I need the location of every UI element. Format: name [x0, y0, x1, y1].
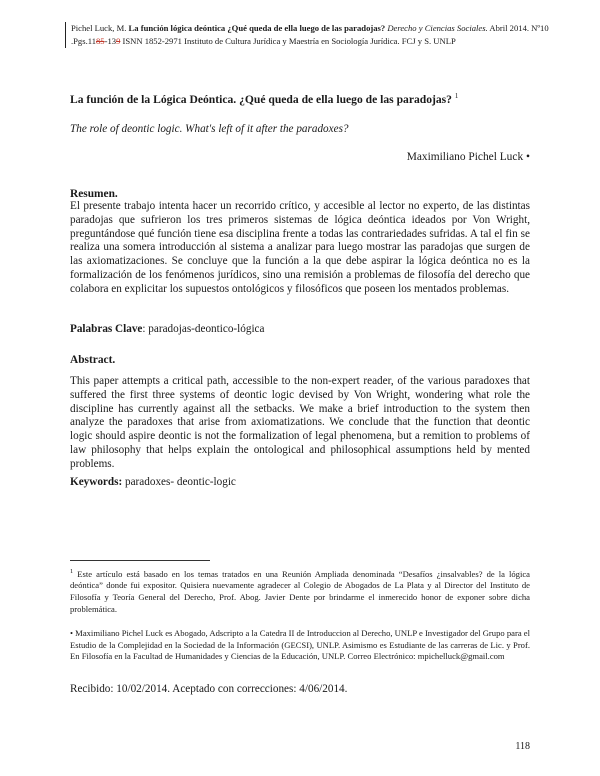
footnote-2-text: Maximiliano Pichel Luck es Abogado, Adscripto a la Catedra II de Introduccion al Derecho, UNLP e Investigador del Grupo para el Estudio de la Complejidad en la Sociedad de la Información (GECSI), UNLP. Asimismo es Estudiante de las carreras de Lic. y Prof. En Filosofía en la Facultad de Humanidades y Ciencias de la Educación, UNLP. Correo Electrónico: mpichelluck@gmail.com [70, 628, 530, 662]
header-issue: Abril 2014. Nº10 .Pgs.11 [71, 23, 549, 46]
footnote-2 [70, 628, 530, 663]
keywords-value: paradoxes- deontic-logic [122, 476, 236, 488]
header-journal: Derecho y Ciencias Sociales. [385, 23, 488, 33]
header-author: Pichel Luck, M. [71, 23, 129, 33]
palabras-clave-value: : paradojas-deontico-lógica [142, 323, 265, 335]
author-name: Maximiliano Pichel Luck [406, 151, 524, 163]
citation-header [65, 22, 549, 48]
page-number: 118 [515, 741, 530, 752]
footnote-1-mark: 1 [70, 568, 74, 575]
header-article-title: La función lógica deóntica ¿Qué queda de ella luego de las paradojas? [128, 23, 386, 33]
palabras-clave [70, 323, 265, 335]
author-line [407, 151, 530, 163]
palabras-clave-label: Palabras Clave [70, 323, 143, 335]
resumen-body: El presente trabajo intenta hacer un recorrido crítico, y accesible al lector no experto, de las distintas paradojas que sufrieron los tres primeros sistemas de lógica deóntica ideados por Von Wright, preguntándose qué función tiene esa disciplina frente a todas las contrariedades sufridas. A tal el fin se realiza una somera introducción al sistema a analizar para luego mostrar las paradojas que surgen de las axiomatizaciones. Se concluye que la función a la que debe aspirar la lógica deóntica no es la formalización de los fenómenos jurídicos, sino una remisión a problemas de filosofía del derecho que colabora en explicitar los supuestos ontológicos y filosóficos que poseen los mentados problemas. [70, 200, 530, 295]
article-title-text: La función de la Lógica Deóntica. ¿Qué queda de ella luego de las paradojas? [70, 92, 452, 106]
header-strike-a: 85 [96, 36, 105, 46]
footnote-2-mark: • [70, 628, 74, 638]
keywords-label: Keywords: [70, 476, 123, 488]
article-title [70, 92, 540, 106]
article-subtitle: The role of deontic logic. What's left of it after the paradoxes? [70, 123, 349, 135]
author-footnote-ref[interactable]: • [526, 151, 530, 163]
header-institution: ISNN 1852-2971 Instituto de Cultura Jurídica y Maestría en Sociología Jurídica. FCJ y S. UNLP [120, 36, 456, 46]
abstract-heading: Abstract. [70, 354, 116, 366]
received-dates: Recibido: 10/02/2014. Aceptado con correcciones: 4/06/2014. [70, 683, 348, 695]
resumen-heading: Resumen. [70, 188, 118, 200]
header-pages: -13 [104, 36, 117, 46]
footnote-1 [70, 566, 530, 615]
title-footnote-ref[interactable]: 1 [454, 92, 459, 100]
abstract-body: This paper attempts a critical path, accessible to the non-expert reader, of the various paradoxes that suffered the first three systems of deontic logic devised by Von Wright, wondering what role the discipline has currently against all the setbacks. We make a brief introduction to the system then analyze the paradoxes that arise from axiomatizations. We conclude that the function that deontic logic should aspire deontic is not the formalization of legal phenomena, but a remition to problems of law philosophy that helps explain the ontological and philosophical assumptions held by mented problems. [70, 375, 530, 470]
footnote-divider [70, 560, 210, 561]
keywords [70, 476, 236, 488]
header-strike-b: 9 [116, 36, 121, 46]
footnote-1-text: Este artículo está basado en los temas tratados en una Reunión Ampliada denominada “Desafíos ¿insalvables? de la lógica deóntica” donde fui expositor. Quisiera nuevamente agradecer al Colegio de Abogados de La Plata y al Director del Instituto de Filosofía y Teoría General del Derecho, Prof. Abog. Javier Dente por brindarme el inmerecido honor de exponer sobre dicha problemática. [70, 568, 530, 614]
